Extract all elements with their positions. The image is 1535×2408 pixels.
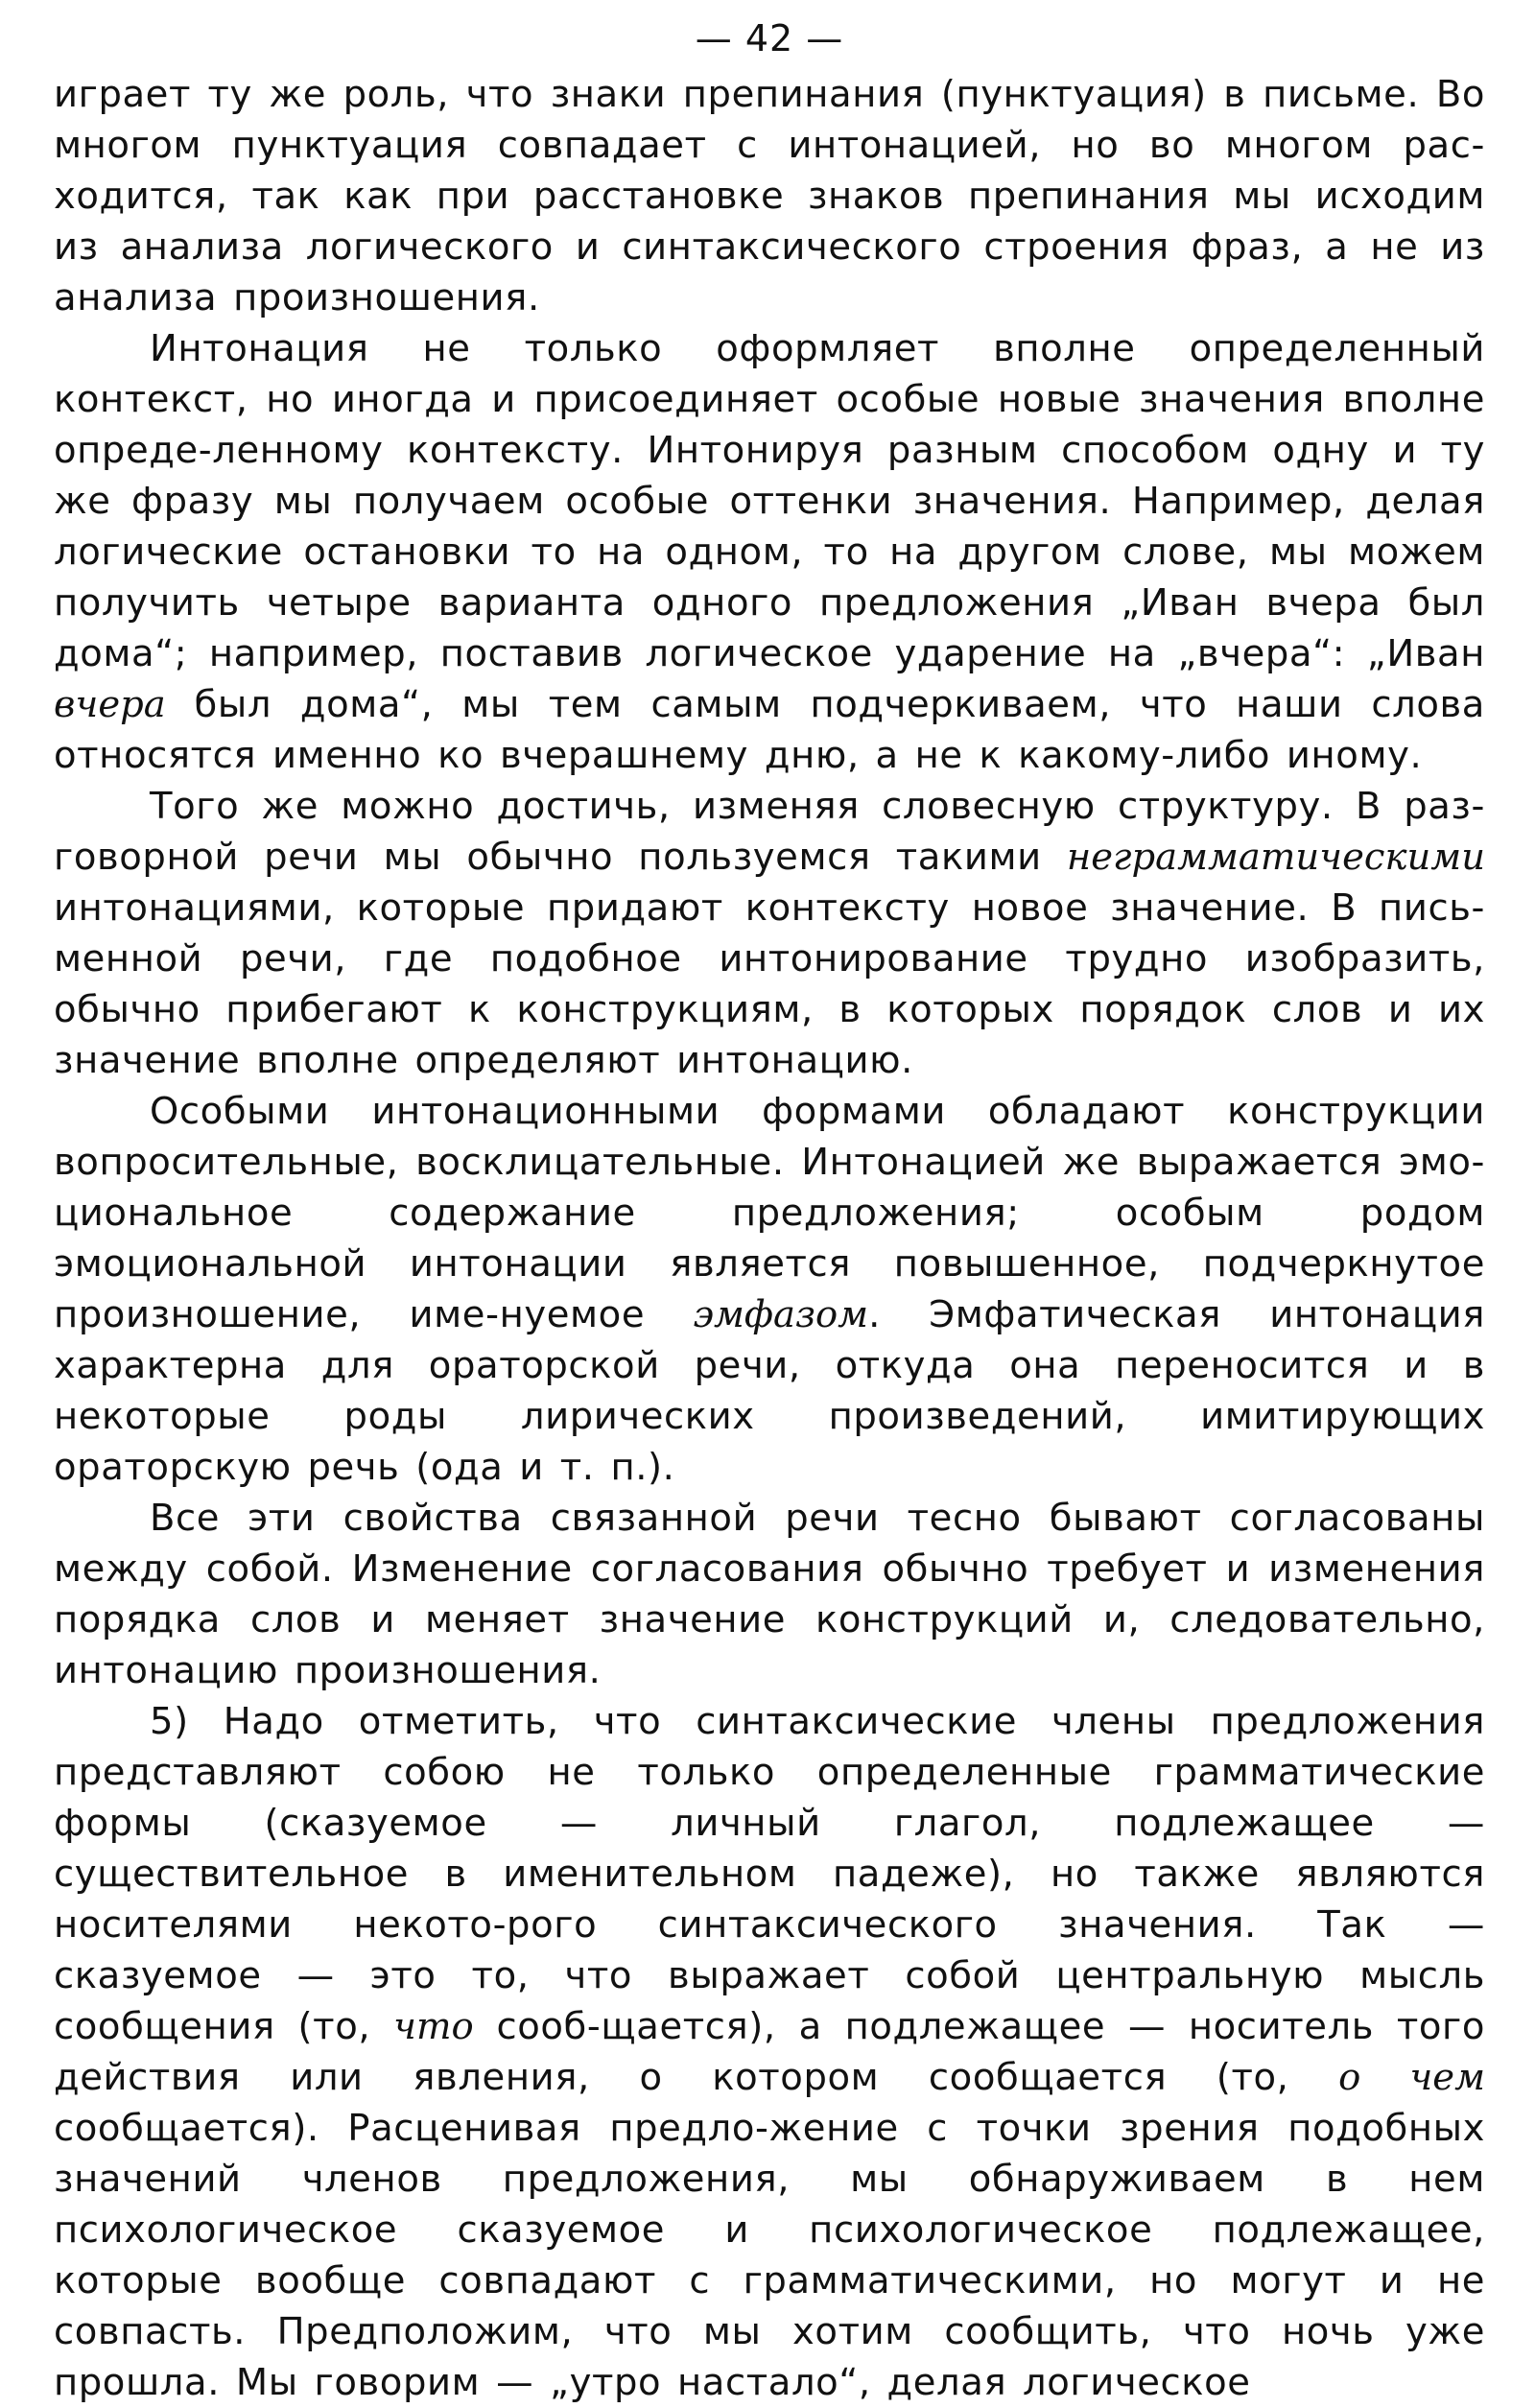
text-run: . Эмфатическая интонация характерна для ораторской речи, откуда она переносится и в некоторые роды лирических произведений, имитирующих ораторскую речь (ода и т. п.). [54,1293,1486,1489]
italic-emphasis: неграмматическими [1066,836,1485,879]
text-run: сооб-щается), а подлежащее — носитель того действия или явления, о котором сообщается (то, [54,2005,1485,2099]
text-run: сообщается). Расценивая предло-жение с точки зрения подобных значений членов предложения, мы обнаруживаем в нем психологическое сказуемое и психологическое подлежащее, которые вообще совпадают с грамматическими, но могут и не совпасть. Предположим, что мы хотим сообщить, что ночь уже прошла. Мы говорим — „утро настало“, делая логическое [54,2107,1485,2404]
text-run: Особыми интонационными формами обладают конструкции вопросительные, восклицательные. Интонацией же выражается эмо-циональное содержание предложения; особым родом эмоциональной интонации является повышенное, подчеркнутое произношение, име-нуемое [54,1090,1485,1336]
text-run: Того же можно достичь, изменяя словесную структуру. В раз-говорной речи мы обычно пользуемся такими [54,785,1485,879]
italic-emphasis: что [393,2005,474,2048]
italic-emphasis: вчера [54,683,166,726]
text-run: интонациями, которые придают контексту новое значение. В пись-менной речи, где подобное интонирование трудно изобразить, обычно прибегают к конструкциям, в которых порядок слов и их значение вполне определяют интонацию. [54,886,1485,1082]
paragraph-word-structure [54,781,1485,1086]
paragraph-agreement [54,1493,1485,1696]
paragraph-syntactic-members [54,1696,1485,2408]
text-run: Интонация не только оформляет вполне определенный контекст, но иногда и присоединяет особые новые значения вполне опреде-ленному контексту. Интонируя разным способом одну и ту же фразу мы получаем особые оттенки значения. Например, делая логические остановки то на одном, то на другом слове, мы можем получить четыре варианта одного предложения „Иван вчера был дома“; например, поставив логическое ударение на „вчера“: „Иван [54,327,1485,675]
paragraph-intonation-forms [54,1086,1485,1493]
italic-emphasis: эмфазом [693,1293,869,1336]
text-run: Все эти свойства связанной речи тесно бывают согласованы между собой. Изменение согласования обычно требует и изменения порядка слов и меняет значение конструкций и, следовательно, интонацию произношения. [54,1497,1485,1692]
text-run: 5) Надо отметить, что синтаксические члены предложения представляют собою не только определенные грамматические формы (сказуемое — личный глагол, подлежащее — существительное в именительном падеже), но также являются носителями некото-рого синтаксического значения. Так — сказуемое — это то, что выражает собой центральную мысль сообщения (то, [54,1700,1485,2048]
paragraph-intonation-context [54,323,1485,781]
page-number: — 42 — [695,17,844,59]
text-run: был дома“, мы тем самым подчеркиваем, что наши слова относятся именно ко вчерашнему дню, а не к какому-либо иному. [54,683,1485,777]
paragraph-punctuation [54,69,1485,323]
text-run: играет ту же роль, что знаки препинания (пунктуация) в письме. Во многом пунктуация совпадает с интонацией, но во многом рас-ходится, так как при расстановке знаков препинания мы исходим из анализа логического и синтаксического строения фраз, а не из анализа произношения. [54,73,1485,319]
italic-emphasis: о чем [1338,2056,1485,2099]
book-page [54,10,1485,2408]
